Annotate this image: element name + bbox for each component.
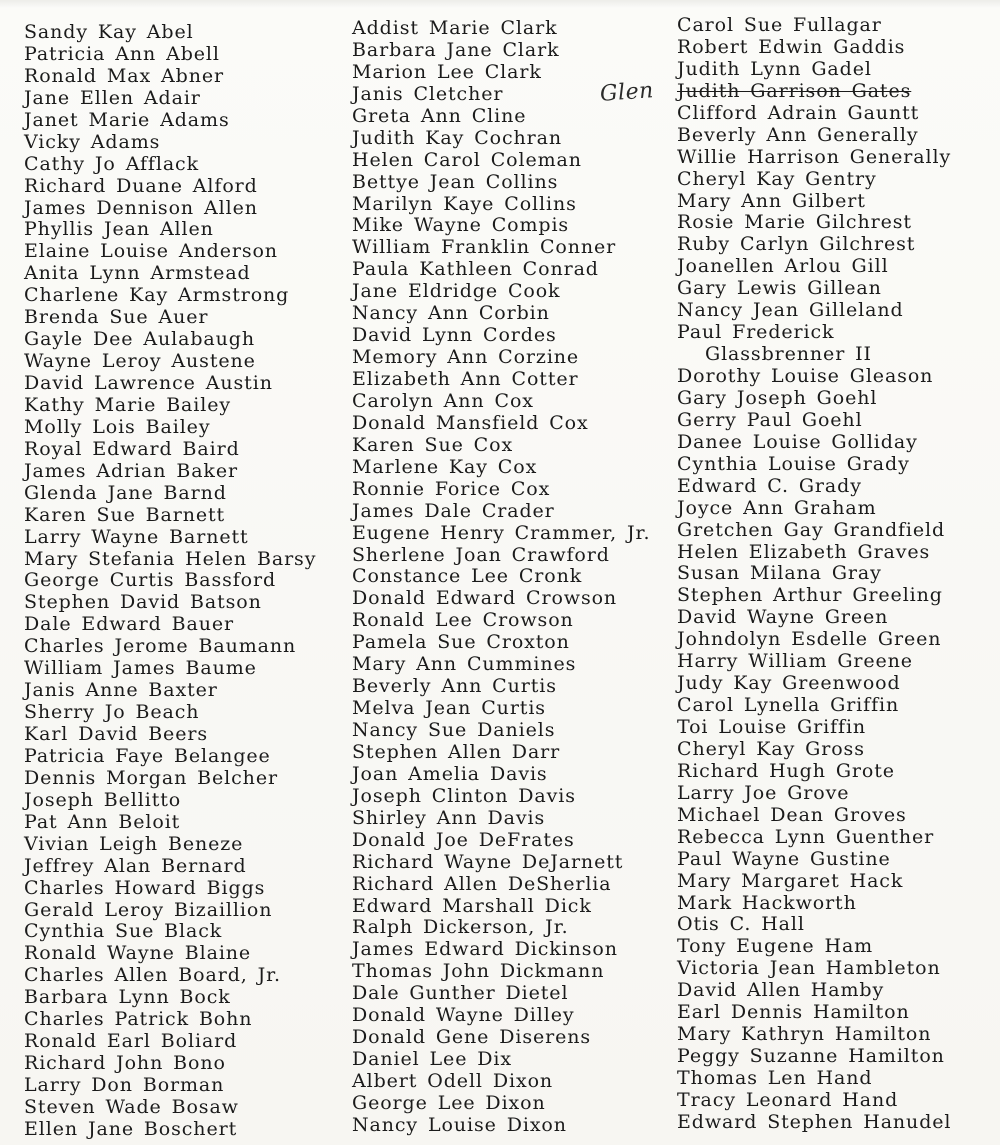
name-entry: Mary Ann Gilbert xyxy=(677,189,866,212)
name-entry: Peggy Suzanne Hamilton xyxy=(677,1045,945,1068)
name-entry: Charles Allen Board, Jr. xyxy=(24,964,281,987)
name-entry: David Wayne Green xyxy=(677,606,889,629)
name-entry: Toi Louise Griffin xyxy=(677,716,867,738)
name-entry: Gary Joseph Goehl xyxy=(677,386,878,409)
name-entry: Robert Edwin Gaddis xyxy=(677,35,906,58)
name-entry: Mary Margaret Hack xyxy=(677,869,904,892)
name-entry: Cheryl Kay Gentry xyxy=(677,167,877,190)
name-entry: Gerry Paul Goehl xyxy=(677,408,863,431)
name-entry: Joseph Bellitto xyxy=(24,788,182,811)
name-entry: Pamela Sue Croxton xyxy=(352,631,570,654)
name-entry: Mark Hackworth xyxy=(677,891,857,914)
name-entry: Royal Edward Baird xyxy=(24,437,240,460)
name-entry: Carol Lynella Griffin xyxy=(677,694,900,717)
name-entry: Karen Sue Cox xyxy=(352,433,514,456)
name-entry: Judith Garrison Gates xyxy=(677,79,912,102)
name-entry: Ruby Carlyn Gilchrest xyxy=(677,233,916,256)
name-entry: Karen Sue Barnett xyxy=(24,503,226,526)
name-entry: Dennis Morgan Belcher xyxy=(24,766,278,789)
name-entry: Pat Ann Beloit xyxy=(24,810,181,833)
name-entry: Cathy Jo Afflack xyxy=(24,152,200,175)
name-entry: Elaine Louise Anderson xyxy=(24,240,278,263)
name-entry: Paula Kathleen Conrad xyxy=(352,258,599,281)
name-entry: Edward Stephen Hanudel xyxy=(677,1110,952,1133)
name-entry: Judith Kay Cochran xyxy=(352,126,563,149)
name-entry: Marion Lee Clark xyxy=(352,60,542,83)
name-entry: Nancy Louise Dixon xyxy=(352,1113,567,1136)
name-entry: Mary Stefania Helen Barsy xyxy=(24,547,317,570)
name-entry: Joyce Ann Graham xyxy=(677,496,877,519)
name-entry: Earl Dennis Hamilton xyxy=(677,1001,910,1024)
name-entry: Steven Wade Bosaw xyxy=(24,1095,239,1118)
name-entry: Beverly Ann Curtis xyxy=(352,675,557,698)
names-column-2 xyxy=(352,18,650,1137)
name-entry: Paul Wayne Gustine xyxy=(677,847,891,870)
name-entry: Karl David Beers xyxy=(24,723,208,745)
name-entry: Tracy Leonard Hand xyxy=(677,1088,899,1111)
name-entry: Gretchen Gay Grandfield xyxy=(677,518,946,541)
name-entry: Clifford Adrain Gauntt xyxy=(677,101,920,124)
names-column-3 xyxy=(677,15,951,1134)
name-entry: Richard Wayne DeJarnett xyxy=(352,850,624,873)
name-entry: Helen Carol Coleman xyxy=(352,148,582,171)
name-entry: Glassbrenner II xyxy=(705,343,872,366)
name-entry: David Lynn Cordes xyxy=(352,324,557,347)
name-entry: Daniel Lee Dix xyxy=(352,1048,513,1071)
name-entry: James Dale Crader xyxy=(352,499,555,522)
name-entry: Ronald Wayne Blaine xyxy=(24,942,252,965)
name-entry: Rebecca Lynn Guenther xyxy=(677,825,935,848)
name-entry: Sherlene Joan Crawford xyxy=(352,543,610,566)
name-entry: Ralph Dickerson, Jr. xyxy=(352,916,569,939)
handwritten-annotation: Glen xyxy=(599,78,655,107)
name-entry: Cynthia Louise Grady xyxy=(677,452,910,475)
name-entry: Marlene Kay Cox xyxy=(352,455,538,478)
name-entry: Barbara Lynn Bock xyxy=(24,986,231,1009)
name-entry: Patricia Ann Abell xyxy=(24,42,220,65)
name-entry: Janis Cletcher xyxy=(352,82,504,105)
page-top-shadow xyxy=(0,0,1000,8)
name-entry: George Lee Dixon xyxy=(352,1091,546,1114)
name-entry: Phyllis Jean Allen xyxy=(24,218,214,241)
name-entry: Judith Lynn Gadel xyxy=(677,57,872,80)
name-entry: Mary Kathryn Hamilton xyxy=(677,1023,932,1046)
name-entry: Nancy Jean Gilleland xyxy=(677,299,904,322)
name-entry: Stephen David Batson xyxy=(24,591,262,614)
name-entry: Janis Anne Baxter xyxy=(24,679,218,702)
name-entry: Otis C. Hall xyxy=(677,913,805,936)
name-entry: Glenda Jane Barnd xyxy=(24,481,227,504)
name-entry: Gary Lewis Gillean xyxy=(677,277,882,300)
name-entry: Patricia Faye Belangee xyxy=(24,744,271,767)
name-entry: Willie Harrison Generally xyxy=(677,145,952,168)
name-entry: Ellen Jane Boschert xyxy=(24,1117,238,1140)
name-entry: Paul Frederick xyxy=(677,321,835,344)
name-entry: Kathy Marie Bailey xyxy=(24,393,232,416)
name-entry: David Lawrence Austin xyxy=(24,372,273,394)
name-entry: Ronald Earl Boliard xyxy=(24,1030,238,1053)
name-entry: Carol Sue Fullagar xyxy=(677,14,882,36)
name-entry: Cynthia Sue Black xyxy=(24,920,223,943)
name-entry: Michael Dean Groves xyxy=(677,803,907,826)
name-entry: Memory Ann Corzine xyxy=(352,346,580,369)
name-entry: William Franklin Conner xyxy=(352,236,617,259)
name-entry: Nancy Sue Daniels xyxy=(352,719,556,741)
name-entry: Susan Milana Gray xyxy=(677,562,882,585)
name-entry: Larry Joe Grove xyxy=(677,781,850,804)
name-entry: Mary Ann Cummines xyxy=(352,653,577,676)
name-entry: Tony Eugene Ham xyxy=(677,935,874,958)
name-entry: Carolyn Ann Cox xyxy=(352,389,534,412)
name-entry: Richard Hugh Grote xyxy=(677,759,895,782)
name-entry: Shirley Ann Davis xyxy=(352,806,546,829)
name-entry: Anita Lynn Armstead xyxy=(24,262,251,285)
name-entry: Helen Elizabeth Graves xyxy=(677,540,931,563)
name-entry: Stephen Arthur Greeling xyxy=(677,584,943,607)
name-entry: Gayle Dee Aulabaugh xyxy=(24,328,255,351)
name-entry: Addist Marie Clark xyxy=(352,17,558,39)
name-entry: Dorothy Louise Gleason xyxy=(677,365,934,387)
name-entry: Thomas Len Hand xyxy=(677,1067,873,1089)
name-entry: David Allen Hamby xyxy=(677,979,885,1002)
name-entry: Donald Edward Crowson xyxy=(352,587,618,610)
name-entry: Constance Lee Cronk xyxy=(352,565,583,588)
name-entry: Larry Wayne Barnett xyxy=(24,525,249,548)
name-entry: Joseph Clinton Davis xyxy=(352,784,576,807)
name-entry: Dale Gunther Dietel xyxy=(352,982,569,1005)
name-entry: Richard Allen DeSherlia xyxy=(352,872,612,895)
name-entry: Donald Gene Diserens xyxy=(352,1026,592,1049)
name-entry: Greta Ann Cline xyxy=(352,104,527,127)
name-entry: Cheryl Kay Gross xyxy=(677,737,865,760)
name-entry: Ronald Lee Crowson xyxy=(352,609,574,632)
name-entry: Stephen Allen Darr xyxy=(352,740,561,763)
name-entry: Edward C. Grady xyxy=(677,474,862,497)
name-entry: Jane Eldridge Cook xyxy=(352,280,561,303)
name-entry: Donald Mansfield Cox xyxy=(352,411,589,434)
name-entry: Marilyn Kaye Collins xyxy=(352,192,577,215)
name-entry: Janet Marie Adams xyxy=(24,108,230,131)
name-entry: Richard John Bono xyxy=(24,1052,226,1075)
name-entry: Elizabeth Ann Cotter xyxy=(352,368,579,390)
names-column-1 xyxy=(24,22,316,1141)
name-entry: Charlene Kay Armstrong xyxy=(24,284,290,307)
name-entry: Edward Marshall Dick xyxy=(352,894,592,917)
name-entry: Charles Jerome Baumann xyxy=(24,635,297,658)
name-entry: Gerald Leroy Bizaillion xyxy=(24,898,273,921)
name-entry: Eugene Henry Crammer, Jr. xyxy=(352,521,651,544)
name-entry: Richard Duane Alford xyxy=(24,174,258,197)
name-entry: Donald Wayne Dilley xyxy=(352,1004,575,1027)
name-entry: James Dennison Allen xyxy=(24,196,258,219)
name-entry: Victoria Jean Hambleton xyxy=(677,957,941,980)
name-entry: Ronald Max Abner xyxy=(24,64,224,87)
name-entry: Joan Amelia Davis xyxy=(352,762,548,785)
name-entry: Wayne Leroy Austene xyxy=(24,350,256,373)
name-entry: Barbara Jane Clark xyxy=(352,38,560,61)
name-entry: Beverly Ann Generally xyxy=(677,123,919,146)
name-entry: Danee Louise Golliday xyxy=(677,430,918,453)
name-entry: Jeffrey Alan Bernard xyxy=(24,854,247,877)
name-entry: Joanellen Arlou Gill xyxy=(677,255,889,278)
name-entry: Donald Joe DeFrates xyxy=(352,828,575,851)
name-entry: Vicky Adams xyxy=(24,130,161,153)
name-entry: Johndolyn Esdelle Green xyxy=(677,628,942,651)
name-entry: Melva Jean Curtis xyxy=(352,697,546,720)
name-entry: Ronnie Forice Cox xyxy=(352,477,551,500)
name-entry: Thomas John Dickmann xyxy=(352,960,605,983)
name-entry: James Adrian Baker xyxy=(24,459,238,482)
name-entry: Larry Don Borman xyxy=(24,1074,225,1096)
name-entry: Sherry Jo Beach xyxy=(24,701,200,724)
name-entry: Charles Patrick Bohn xyxy=(24,1008,253,1031)
name-entry: Bettye Jean Collins xyxy=(352,170,559,193)
name-entry: Rosie Marie Gilchrest xyxy=(677,211,912,234)
name-entry: Jane Ellen Adair xyxy=(24,86,201,109)
name-entry: Harry William Greene xyxy=(677,650,913,673)
name-entry: Molly Lois Bailey xyxy=(24,415,211,438)
name-entry: Nancy Ann Corbin xyxy=(352,302,550,325)
name-entry: Brenda Sue Auer xyxy=(24,306,209,329)
name-entry: Albert Odell Dixon xyxy=(352,1070,554,1092)
name-entry: George Curtis Bassford xyxy=(24,569,277,592)
name-entry: William James Baume xyxy=(24,657,257,680)
name-entry: Dale Edward Bauer xyxy=(24,613,234,636)
name-entry: Mike Wayne Compis xyxy=(352,214,570,237)
name-entry: James Edward Dickinson xyxy=(352,938,618,961)
name-entry: Judy Kay Greenwood xyxy=(677,672,901,695)
name-entry: Sandy Kay Abel xyxy=(24,21,194,43)
name-entry: Charles Howard Biggs xyxy=(24,876,266,899)
name-entry: Vivian Leigh Beneze xyxy=(24,832,244,855)
